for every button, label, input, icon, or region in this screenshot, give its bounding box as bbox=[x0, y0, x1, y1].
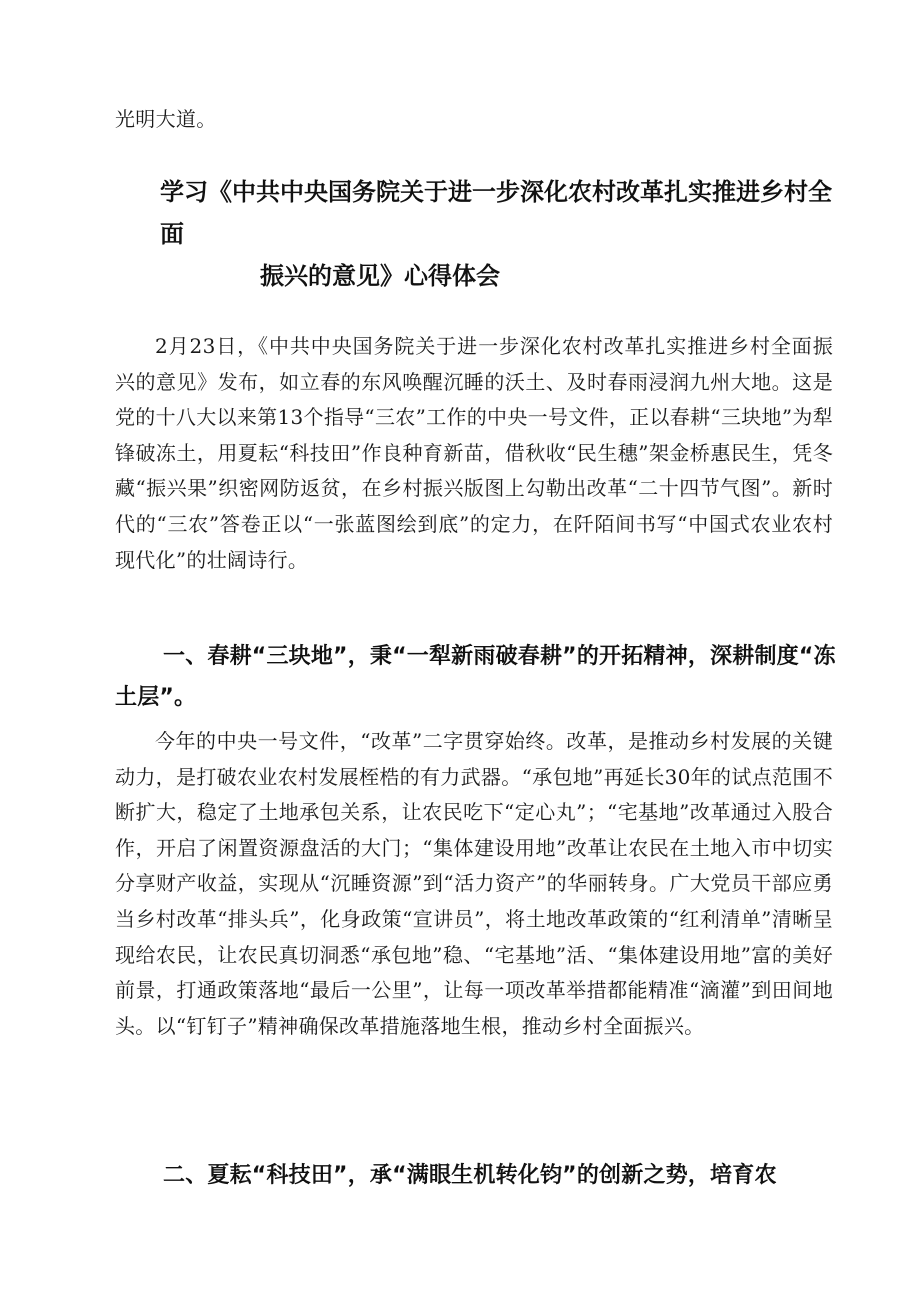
page-title bbox=[160, 171, 850, 297]
intro-paragraph: 2月23日，《中共中央国务院关于进一步深化农村改革扎实推进乡村全面振兴的意见》发布，如立春的东风唤醒沉睡的沃土、及时春雨浸润九州大地。这是党的十八大以来第13个指导“三农”工作的中央一号文件，正以春耕“三块地”为犁锋破冻土，用夏耘“科技田”作良种育新苗，借秋收“民生穗”架金桥惠民生，凭冬藏“振兴果”织密网防返贫，在乡村振兴版图上勾勒出改革“二十四节气图”。新时代的“三农”答卷正以“一张蓝图绘到底”的定力，在阡陌间书写“中国式农业农村现代化”的壮阔诗行。 bbox=[115, 334, 833, 572]
section-1-body: 今年的中央一号文件，“改革”二字贯穿始终。改革，是推动乡村发展的关键动力，是打破农业农村发展桎梏的有力武器。“承包地”再延长30年的试点范围不断扩大，稳定了土地承包关系，让农民吃下“定心丸”；“宅基地”改革通过入股合作，开启了闲置资源盘活的大门；“集体建设用地”改革让农民在土地入市中切实分享财产收益，实现从“沉睡资源”到“活力资产”的华丽转身。广大党员干部应勇当乡村改革“排头兵”，化身政策“宣讲员”，将土地改革政策的“红利清单”清晰呈现给农民，让农民真切洞悉“承包地”稳、“宅基地”活、“集体建设用地”富的美好前景，打通政策落地“最后一公里”，让每一项改革举措都能精准“滴灌”到田间地头。以“钉钉子”精神确保改革措施落地生根，推动乡村全面振兴。 bbox=[115, 729, 833, 1038]
section-1-heading: 一、春耕“三块地”，秉“一犁新雨破春耕”的开拓精神，深耕制度“冻土层”。 bbox=[115, 644, 836, 710]
title-line-2: 振兴的意见》心得体会 bbox=[260, 262, 500, 290]
section-2-heading: 二、夏耘“科技田”，承“满眼生机转化钧”的创新之势，培育农 bbox=[163, 1163, 777, 1188]
title-line-1: 学习《中共中央国务院关于进一步深化农村改革扎实推进乡村全面 bbox=[160, 178, 832, 248]
leading-fragment: 光明大道。 bbox=[115, 107, 217, 131]
